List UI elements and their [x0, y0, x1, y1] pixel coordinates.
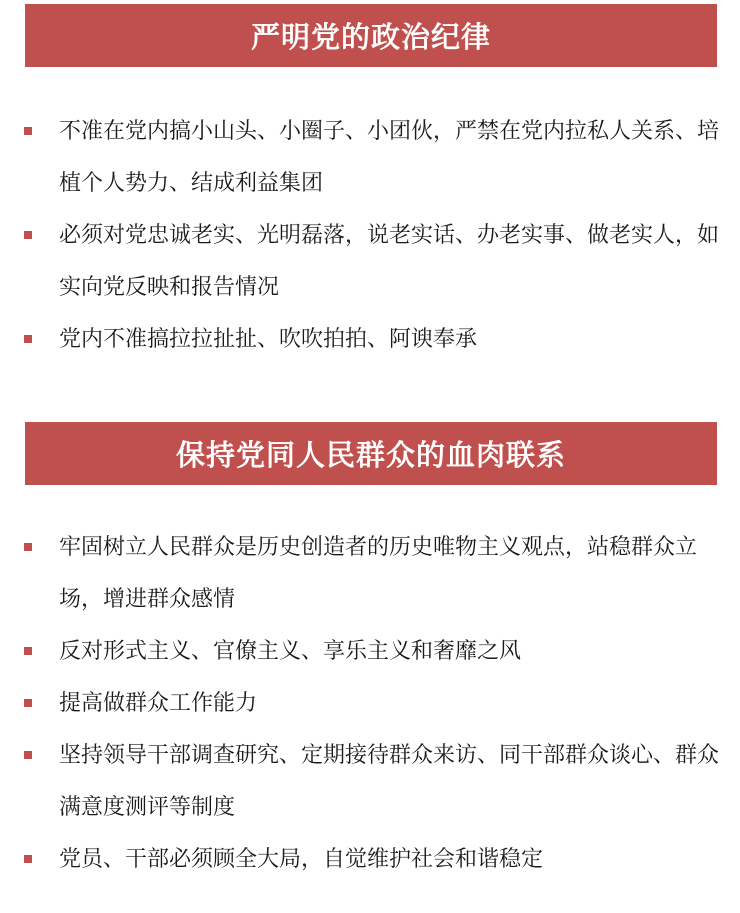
list-item	[0, 834, 740, 886]
list-item-text: 不准在党内搞小山头、小圈子、小团伙，严禁在党内拉私人关系、培植个人势力、结成利益集团	[59, 119, 720, 196]
list-item-text: 党员、干部必须顾全大局，自觉维护社会和谐稳定	[59, 847, 544, 872]
square-bullet-icon	[24, 855, 32, 863]
list-item	[0, 678, 740, 730]
list-item	[0, 106, 740, 210]
section-banner-political-discipline	[25, 4, 717, 67]
list-item	[0, 522, 740, 626]
square-bullet-icon	[24, 335, 32, 343]
square-bullet-icon	[24, 751, 32, 759]
list-item-text: 提高做群众工作能力	[59, 691, 258, 716]
list-item-text: 必须对党忠诚老实、光明磊落，说老实话、办老实事、做老实人，如实向党反映和报告情况	[59, 223, 720, 300]
list-item	[0, 314, 740, 366]
square-bullet-icon	[24, 647, 32, 655]
square-bullet-icon	[24, 699, 32, 707]
section-title: 保持党同人民群众的血肉联系	[175, 438, 566, 472]
list-item-text: 反对形式主义、官僚主义、享乐主义和奢靡之风	[59, 639, 522, 664]
square-bullet-icon	[24, 127, 32, 135]
square-bullet-icon	[24, 231, 32, 239]
square-bullet-icon	[24, 543, 32, 551]
section-banner-mass-connection	[25, 422, 717, 485]
list-item	[0, 626, 740, 678]
list-item-text: 坚持领导干部调查研究、定期接待群众来访、同干部群众谈心、群众满意度测评等制度	[59, 743, 720, 820]
list-item	[0, 730, 740, 834]
mass-connection-list	[0, 522, 740, 886]
list-item	[0, 210, 740, 314]
list-item-text: 党内不准搞拉拉扯扯、吹吹拍拍、阿谀奉承	[59, 327, 478, 352]
list-item-text: 牢固树立人民群众是历史创造者的历史唯物主义观点，站稳群众立场，增进群众感情	[59, 535, 698, 612]
discipline-rules-list	[0, 106, 740, 366]
section-title: 严明党的政治纪律	[250, 20, 491, 54]
